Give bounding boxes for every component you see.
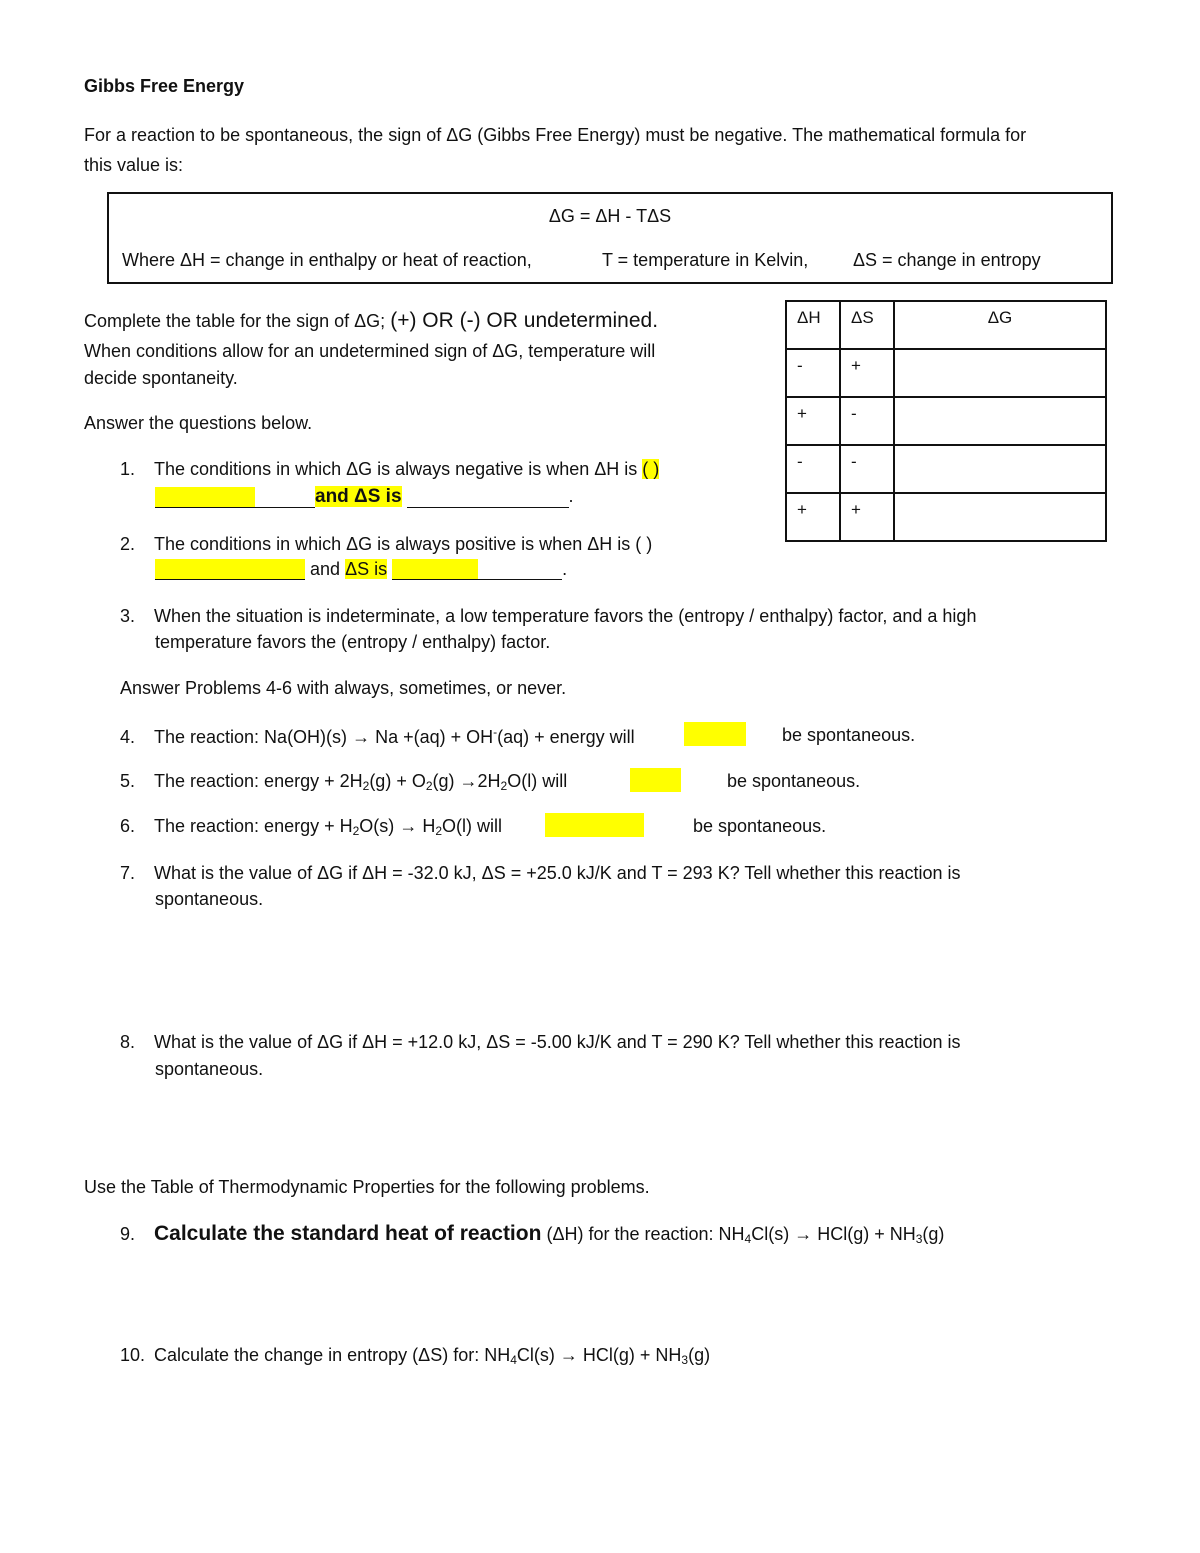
undetermined-line-1: When conditions allow for an undetermined sign of ΔG, temperature will xyxy=(84,341,656,361)
subscript: 2 xyxy=(362,779,370,793)
question-number: 6. xyxy=(120,816,136,836)
question-5-text-a: The reaction: energy + 2H xyxy=(154,771,363,791)
formula-box xyxy=(107,192,1113,284)
subscript: 3 xyxy=(915,1232,923,1246)
question-2-and: and xyxy=(310,559,341,579)
table-row xyxy=(786,397,1106,445)
answer-blank-dh[interactable] xyxy=(155,487,255,508)
question-10-text-a: Calculate the change in entropy (ΔS) for: NH xyxy=(154,1345,511,1365)
question-8-line-2: spontaneous. xyxy=(155,1059,264,1079)
cell-dg-answer[interactable] xyxy=(894,493,1106,541)
question-9 xyxy=(120,1222,944,1246)
complete-options: (+) OR (-) OR undetermined. xyxy=(390,309,659,332)
question-number: 3. xyxy=(120,606,136,626)
question-number: 8. xyxy=(120,1032,136,1052)
question-5-text-e: O(l) will xyxy=(507,771,568,791)
undetermined-line-2: decide spontaneity. xyxy=(84,368,238,388)
question-5-end: be spontaneous. xyxy=(727,771,861,791)
thermo-table-instruction: Use the Table of Thermodynamic Properties for the following problems. xyxy=(84,1177,650,1197)
arrow-icon: → xyxy=(399,816,418,836)
definition-entropy: ΔS = change in entropy xyxy=(853,250,1041,270)
question-7-line-2: spontaneous. xyxy=(155,889,264,909)
subscript: 2 xyxy=(425,779,433,793)
question-1-answer-line xyxy=(155,486,574,508)
question-8-line-1: What is the value of ΔG if ΔH = +12.0 kJ, ΔS = -5.00 kJ/K and T = 290 K? Tell whether this reaction is xyxy=(154,1032,961,1052)
subscript: 2 xyxy=(500,779,508,793)
question-5-text-c: (g) xyxy=(432,771,455,791)
cell-dh: + xyxy=(786,493,840,541)
question-9-text-c: (g) xyxy=(922,1224,945,1244)
question-2-ds: ΔS is xyxy=(345,559,388,579)
question-1-end: . xyxy=(568,486,574,506)
arrow-icon: → xyxy=(459,771,478,791)
question-9-text-b: Cl(s) → HCl(g) + NH xyxy=(751,1224,916,1244)
question-4-answer-blank[interactable] xyxy=(684,722,746,746)
intro-line-2: this value is: xyxy=(84,155,184,175)
cell-ds: - xyxy=(840,445,894,493)
question-2-end: . xyxy=(562,559,568,579)
question-1-paren: ( ) xyxy=(642,459,660,479)
question-10-text-b: Cl(s) → HCl(g) + NH xyxy=(516,1345,682,1365)
question-6 xyxy=(120,816,502,838)
superscript-minus: - xyxy=(493,725,498,739)
subscript: 2 xyxy=(435,824,443,838)
complete-prefix: Complete the table for the sign of ΔG; xyxy=(84,311,386,331)
question-9-bold: Calculate the standard heat of reaction xyxy=(154,1222,542,1245)
header-dg: ΔG xyxy=(894,301,1106,349)
subscript: 3 xyxy=(681,1353,689,1367)
question-4 xyxy=(120,725,635,748)
cell-dg-answer[interactable] xyxy=(894,349,1106,397)
answer-blank-ds-ext[interactable] xyxy=(441,487,569,508)
subscript: 4 xyxy=(744,1232,752,1246)
question-7 xyxy=(120,863,960,884)
question-5 xyxy=(120,771,567,793)
definition-enthalpy: Where ΔH = change in enthalpy or heat of reaction, xyxy=(122,250,532,270)
sign-table-header-row xyxy=(786,301,1106,349)
answer-blank-ds-ext[interactable] xyxy=(478,559,562,580)
header-ds: ΔS xyxy=(840,301,894,349)
question-7-line-1: What is the value of ΔG if ΔH = -32.0 kJ, ΔS = +25.0 kJ/K and T = 293 K? Tell whether this reaction is xyxy=(154,863,961,883)
cell-dh: + xyxy=(786,397,840,445)
question-6-text-b: O(s) xyxy=(359,816,395,836)
question-5-text-b: (g) + O xyxy=(369,771,426,791)
definition-temperature: T = temperature in Kelvin, xyxy=(602,250,809,270)
question-1-and: and ΔS is xyxy=(315,486,402,507)
question-number: 9. xyxy=(120,1224,136,1244)
answer-4-6-instruction: Answer Problems 4-6 with always, sometimes, or never. xyxy=(120,678,567,698)
question-3-line-2: temperature favors the (entropy / enthalpy) factor. xyxy=(155,632,551,652)
question-2 xyxy=(120,534,652,555)
question-5-answer-blank[interactable] xyxy=(630,768,681,792)
cell-dg-answer[interactable] xyxy=(894,445,1106,493)
cell-dg-answer[interactable] xyxy=(894,397,1106,445)
question-6-answer-blank[interactable] xyxy=(545,813,644,837)
cell-ds: + xyxy=(840,349,894,397)
question-number: 7. xyxy=(120,863,136,883)
table-row xyxy=(786,493,1106,541)
cell-ds: + xyxy=(840,493,894,541)
question-3 xyxy=(120,606,976,627)
question-10-text-c: (g) xyxy=(688,1345,711,1365)
question-4-text-b: Na +(aq) + OH xyxy=(375,727,494,747)
question-4-text-a: The reaction: Na(OH)(s) xyxy=(154,727,348,747)
question-2-answer-line xyxy=(155,559,567,580)
question-6-text-a: The reaction: energy + H xyxy=(154,816,353,836)
question-10 xyxy=(120,1345,710,1367)
question-number: 4. xyxy=(120,727,136,747)
question-9-text-a: (ΔH) for the reaction: NH xyxy=(546,1224,745,1244)
question-6-text-c: H xyxy=(422,816,436,836)
table-row xyxy=(786,349,1106,397)
question-4-end: be spontaneous. xyxy=(782,725,916,745)
header-dh: ΔH xyxy=(786,301,840,349)
question-6-end: be spontaneous. xyxy=(693,816,827,836)
intro-line-1: For a reaction to be spontaneous, the sign of ΔG (Gibbs Free Energy) must be negative. The mathematical formula for xyxy=(84,125,1027,145)
answer-blank-dh-ext[interactable] xyxy=(255,487,315,508)
question-number: 1. xyxy=(120,459,136,479)
table-row xyxy=(786,445,1106,493)
cell-ds: - xyxy=(840,397,894,445)
question-number: 2. xyxy=(120,534,136,554)
arrow-icon: → xyxy=(352,727,371,747)
question-1-text: The conditions in which ΔG is always negative is when ΔH is xyxy=(154,459,638,479)
cell-dh: - xyxy=(786,445,840,493)
question-4-text-c: (aq) + energy will xyxy=(497,727,635,747)
answer-blank-dh[interactable] xyxy=(155,559,305,580)
subscript: 4 xyxy=(510,1353,517,1367)
question-5-text-d: 2H xyxy=(477,771,501,791)
question-1 xyxy=(120,459,659,480)
answer-blank-ds[interactable] xyxy=(407,487,441,508)
question-2-text: The conditions in which ΔG is always positive is when ΔH is ( ) xyxy=(154,534,653,554)
answer-below-instruction: Answer the questions below. xyxy=(84,413,313,433)
page-title: Gibbs Free Energy xyxy=(84,76,245,96)
question-number: 5. xyxy=(120,771,136,791)
sign-table xyxy=(785,300,1107,542)
cell-dh: - xyxy=(786,349,840,397)
complete-table-instruction xyxy=(84,309,658,333)
answer-blank-ds[interactable] xyxy=(392,559,478,580)
subscript: 2 xyxy=(352,824,360,838)
question-number: 10. xyxy=(120,1345,146,1365)
gibbs-equation: ΔG = ΔH - TΔS xyxy=(548,206,672,226)
question-8 xyxy=(120,1032,960,1053)
question-6-text-d: O(l) will xyxy=(442,816,503,836)
question-3-line-1: When the situation is indeterminate, a low temperature favors the (entropy / enthalpy) factor, and a high xyxy=(154,606,977,626)
